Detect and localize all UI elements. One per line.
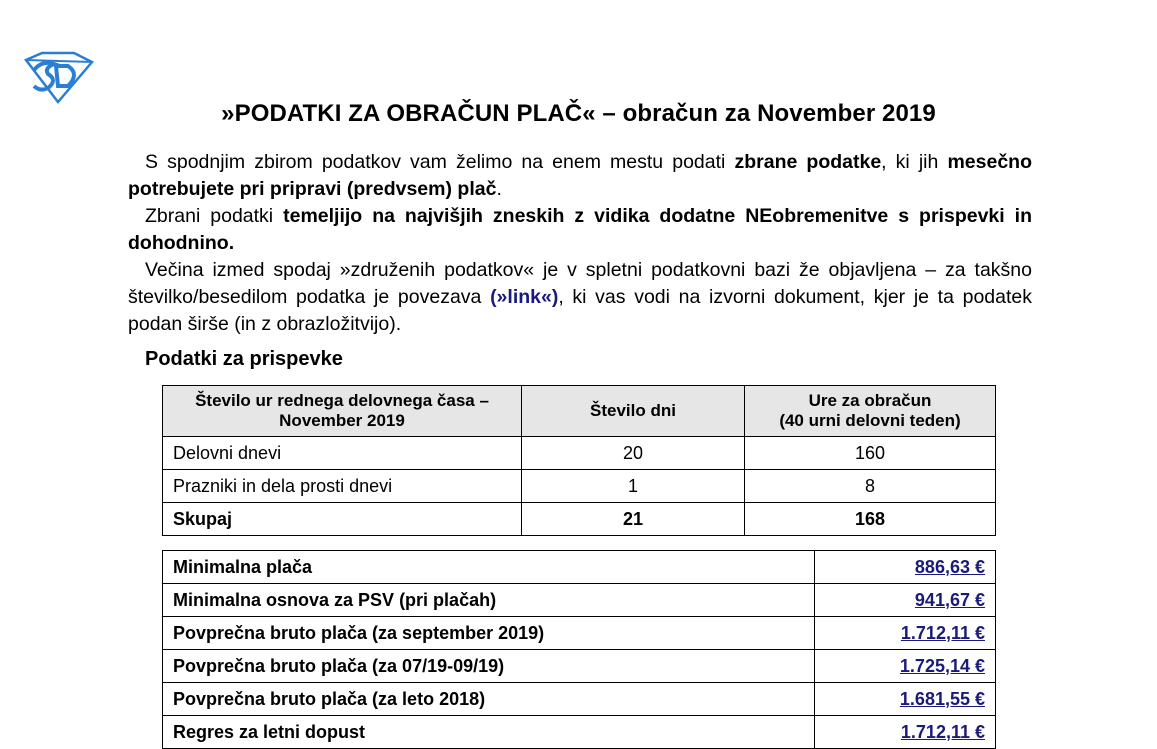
- intro-paragraph-2: Zbrani podatki temeljijo na najvišjih zneskih z vidika dodatne NEobremenitve s prispevki in dohodnino.: [128, 205, 1032, 254]
- row-hours: 168: [745, 503, 996, 536]
- row-label: Minimalna plača: [163, 551, 815, 584]
- row-hours: 8: [745, 470, 996, 503]
- table-row: [163, 470, 996, 503]
- row-label: Delovni dnevi: [163, 437, 522, 470]
- table-row: [163, 716, 996, 749]
- table-row: [163, 437, 996, 470]
- row-hours: 160: [745, 437, 996, 470]
- row-value[interactable]: 1.725,14 €: [815, 650, 996, 683]
- table-total-row: [163, 503, 996, 536]
- row-label: Prazniki in dela prosti dnevi: [163, 470, 522, 503]
- row-value[interactable]: 886,63 €: [815, 551, 996, 584]
- row-value[interactable]: 1.712,11 €: [815, 716, 996, 749]
- row-label: Povprečna bruto plača (za 07/19-09/19): [163, 650, 815, 683]
- working-hours-table: [162, 385, 996, 536]
- row-value[interactable]: 1.712,11 €: [815, 617, 996, 650]
- row-label: Regres za letni dopust: [163, 716, 815, 749]
- intro-text: [128, 149, 1032, 338]
- row-label: Povprečna bruto plača (za leto 2018): [163, 683, 815, 716]
- source-link[interactable]: (»link«): [490, 286, 559, 308]
- row-value[interactable]: 1.681,55 €: [815, 683, 996, 716]
- table-row: [163, 551, 996, 584]
- row-value[interactable]: 941,67 €: [815, 584, 996, 617]
- table-row: [163, 617, 996, 650]
- contribution-values-table: [162, 550, 996, 749]
- table-row: [163, 584, 996, 617]
- row-days: 21: [522, 503, 745, 536]
- header-regular-hours: Število ur rednega delovnega časa – November 2019: [163, 386, 522, 437]
- intro-paragraph-1: S spodnjim zbirom podatkov vam želimo na enem mestu podati zbrane podatke, ki jih mesečno potrebujete pri pripravi (predvsem) plač.: [128, 151, 1032, 200]
- row-days: 20: [522, 437, 745, 470]
- header-hours: Ure za obračun (40 urni delovni teden): [745, 386, 996, 437]
- header-days: Število dni: [522, 386, 745, 437]
- table-row: [163, 683, 996, 716]
- intro-paragraph-3: Večina izmed spodaj »združenih podatkov« je v spletni podatkovni bazi že objavljena – za takšno številko/besedilom podatka je povezava (»link«), ki vas vodi na izvorni dokument, kjer je ta podatek podan širše (in z obrazložitvijo).: [128, 259, 1033, 335]
- table-header-row: [163, 386, 996, 437]
- row-label: Skupaj: [163, 503, 522, 536]
- section-title: Podatki za prispevke: [145, 348, 343, 370]
- sd-logo-icon: [22, 50, 94, 104]
- table-row: [163, 650, 996, 683]
- page-title: »PODATKI ZA OBRAČUN PLAČ« – obračun za November 2019: [221, 100, 936, 127]
- row-days: 1: [522, 470, 745, 503]
- row-label: Minimalna osnova za PSV (pri plačah): [163, 584, 815, 617]
- row-label: Povprečna bruto plača (za september 2019): [163, 617, 815, 650]
